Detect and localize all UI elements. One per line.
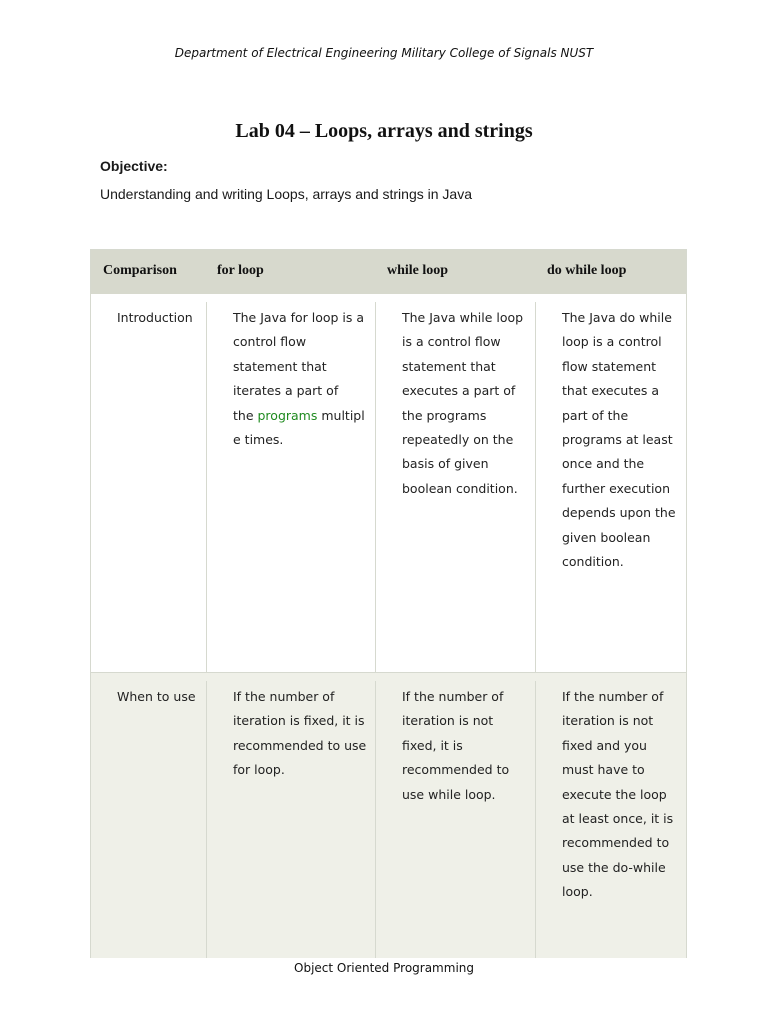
cell-line: use the do-while (562, 859, 666, 875)
page-header: Department of Electrical Engineering Military College of Signals NUST (174, 46, 594, 60)
cell-line: execute the loop (562, 786, 667, 802)
cell-line: iteration is fixed, it is (233, 713, 365, 729)
cell-line: e times. (233, 432, 284, 448)
cell-line: iteration is not (402, 713, 494, 729)
objective-heading: Objective: (100, 158, 168, 174)
cell-line: use while loop. (402, 786, 496, 802)
cell-line: statement that (402, 358, 496, 374)
cell-line: recommended to use (233, 737, 367, 753)
column-divider (375, 302, 376, 672)
cell-line: must have to (562, 762, 645, 778)
cell-line: iterates a part of (233, 383, 339, 399)
cell-line: is a control flow (402, 334, 501, 350)
text-prefix: the (233, 407, 258, 423)
cell-line: loop is a control (562, 334, 662, 350)
cell-line: executes a part of (402, 383, 516, 399)
cell-line: If the number of (562, 689, 664, 704)
row-label-when-to-use: When to use (117, 689, 196, 704)
cell-do-while-introduction (562, 306, 676, 574)
page-footer: Object Oriented Programming (294, 961, 474, 975)
cell-line: for loop. (233, 762, 285, 778)
cell-line: the programs (402, 407, 487, 423)
table-row-when-to-use (91, 672, 686, 958)
comparison-table (90, 249, 687, 958)
cell-line: at least once, it is (562, 811, 674, 827)
column-divider (535, 302, 536, 672)
objective-text: Understanding and writing Loops, arrays and strings in Java (100, 186, 472, 202)
header-for-loop: for loop (217, 263, 264, 278)
column-divider (206, 302, 207, 672)
header-comparison: Comparison (103, 263, 177, 278)
text-suffix: multipl (317, 407, 365, 423)
cell-do-while-when-to-use (562, 685, 673, 905)
cell-line: loop. (562, 884, 593, 900)
cell-line: programs at least (562, 432, 673, 448)
header-while-loop: while loop (387, 263, 449, 278)
cell-while-loop-introduction (402, 306, 523, 501)
cell-line: that executes a (562, 383, 660, 399)
cell-line: basis of given (402, 456, 489, 472)
cell-line: repeatedly on the (402, 432, 514, 448)
cell-line: depends upon the (562, 505, 676, 521)
cell-line: fixed and you (562, 737, 647, 753)
cell-line: once and the (562, 456, 645, 472)
cell-line: control flow (233, 334, 307, 350)
cell-line: given boolean (562, 529, 651, 545)
cell-line: part of the (562, 407, 629, 423)
table-row-introduction (91, 294, 686, 672)
cell-line: condition. (562, 554, 624, 570)
cell-line: statement that (233, 358, 327, 374)
cell-line: fixed, it is (402, 737, 463, 753)
cell-line: If the number of (233, 689, 335, 704)
cell-line: If the number of (402, 689, 504, 704)
column-divider (375, 681, 376, 958)
cell-line: The Java while loop (402, 310, 524, 325)
page-title: Lab 04 – Loops, arrays and strings (235, 120, 533, 142)
cell-for-loop-introduction (233, 306, 365, 452)
cell-line: The Java for loop is a (233, 310, 365, 325)
cell-line: recommended to (402, 762, 510, 778)
column-divider (535, 681, 536, 958)
cell-line: iteration is not (562, 713, 654, 729)
cell-line: further execution (562, 480, 671, 496)
cell-line: The Java do while (562, 310, 672, 325)
table-header-row (91, 250, 686, 294)
row-label-introduction: Introduction (117, 310, 193, 325)
cell-for-loop-when-to-use (233, 685, 366, 783)
cell-line: recommended to (562, 835, 670, 851)
header-do-while-loop: do while loop (547, 263, 627, 278)
cell-line (233, 404, 365, 428)
cell-line: boolean condition. (402, 480, 518, 496)
cell-while-loop-when-to-use (402, 685, 509, 807)
cell-line: flow statement (562, 358, 657, 374)
programs-link[interactable]: programs (257, 407, 318, 423)
column-divider (206, 681, 207, 958)
